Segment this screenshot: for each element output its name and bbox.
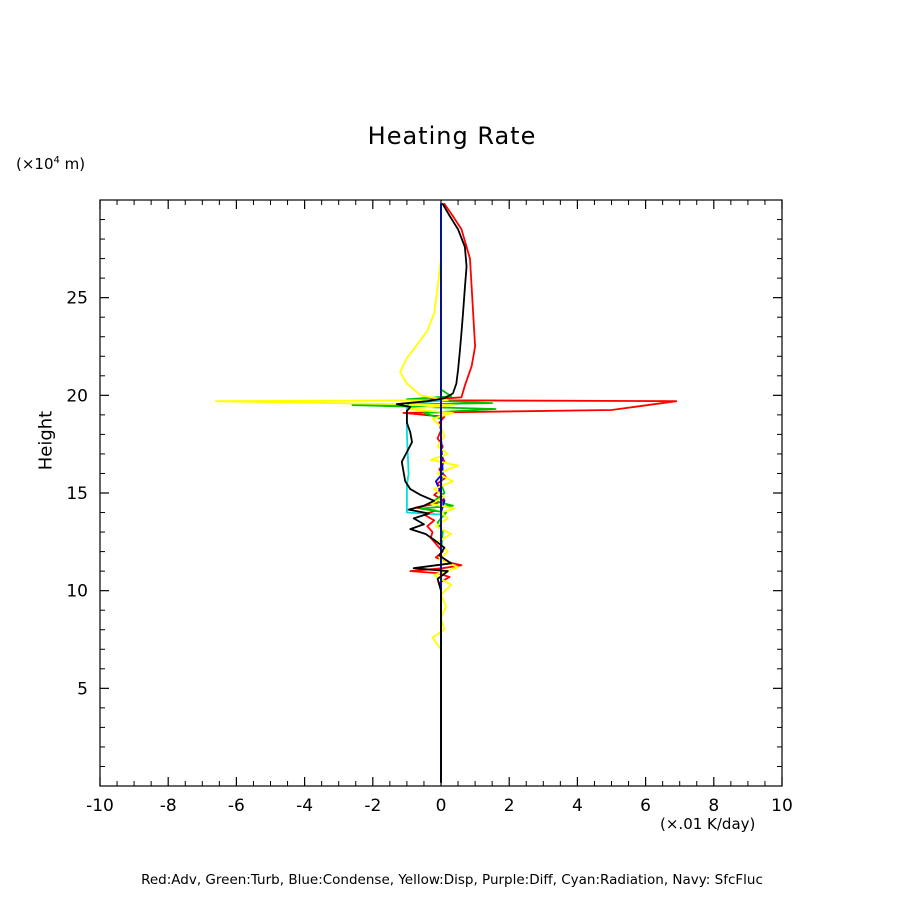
x-tick-label: -2: [364, 796, 382, 816]
legend-caption: Red:Adv, Green:Turb, Blue:Condense, Yellow:Disp, Purple:Diff, Cyan:Radiation, Navy: SfcFluc: [141, 872, 763, 888]
y-tick-label: 20: [66, 386, 88, 407]
x-tick-label: 6: [640, 796, 652, 816]
x-tick-label: -6: [227, 796, 245, 816]
x-tick-label: 0: [435, 796, 447, 816]
x-tick-label: 8: [708, 796, 720, 816]
x-tick-label: -10: [86, 796, 114, 816]
x-tick-label: -8: [159, 796, 177, 816]
x-tick-label: 4: [571, 796, 583, 816]
x-tick-label: 10: [771, 796, 793, 816]
y-tick-label: 25: [66, 288, 88, 309]
x-tick-label: -4: [296, 796, 314, 816]
x-tick-label: 2: [503, 796, 515, 816]
y-tick-label: 5: [77, 679, 88, 700]
y-tick-label: 10: [66, 581, 88, 602]
series-line-disp: [216, 204, 458, 782]
series-line-turb: [352, 204, 495, 782]
y-axis-units-label: ($\times 10^4$ m): [16, 155, 86, 173]
chart-title: Heating Rate: [367, 122, 537, 150]
y-tick-label: 15: [66, 484, 88, 504]
x-axis-units-label: (×.01 K/day): [660, 815, 756, 833]
y-axis-label: Height: [35, 410, 57, 471]
